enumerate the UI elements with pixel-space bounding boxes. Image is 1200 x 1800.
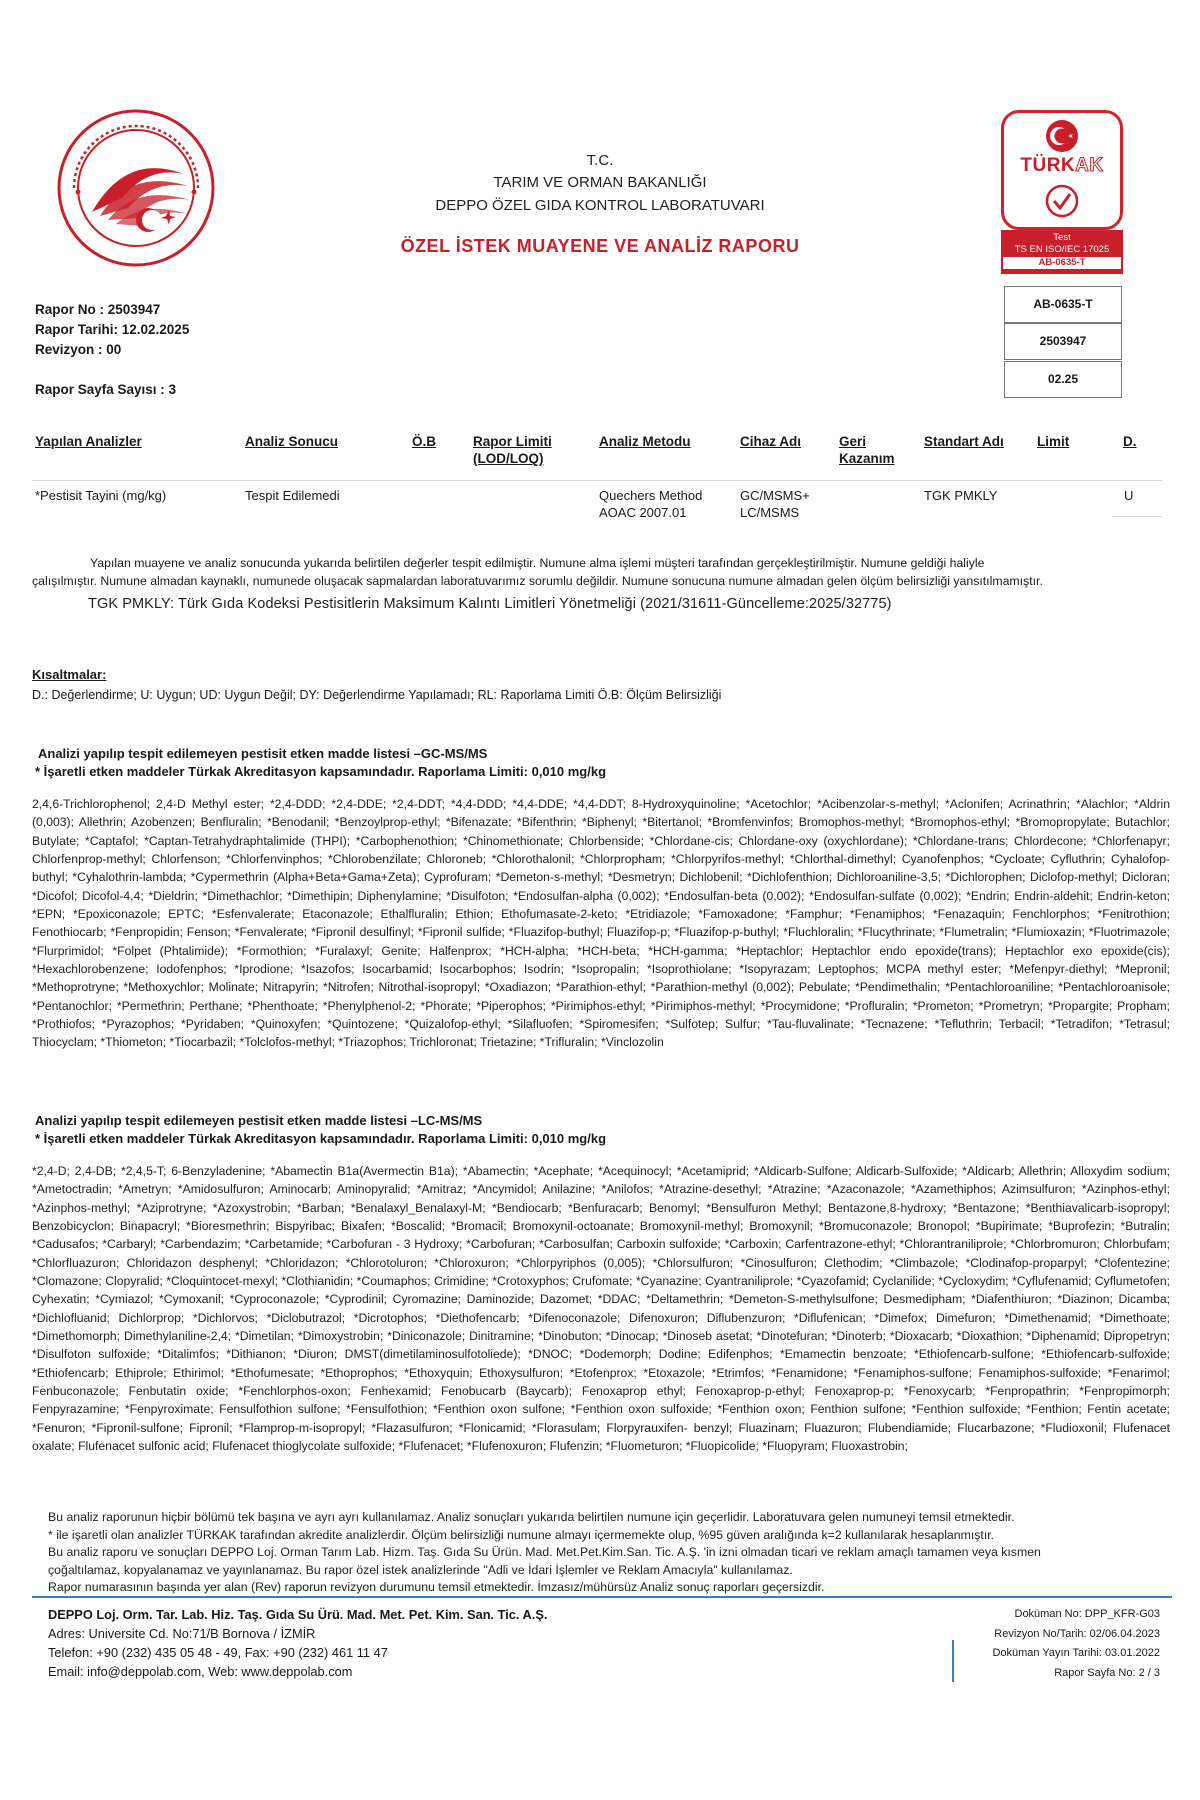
th-d: D. <box>1123 434 1137 449</box>
abbreviations-text: D.: Değerlendirme; U: Uygun; UD: Uygun Değil; DY: Değerlendirme Yapılamadı; RL: Raporlama Limiti Ö.B: Ölçüm Belirsizliği <box>32 688 722 702</box>
footer-email: Email: info@deppolab.com, Web: www.deppolab.com <box>48 1664 353 1679</box>
row-analiz: *Pestisit Tayini (mg/kg) <box>35 488 167 503</box>
report-page-count: Rapor Sayfa Sayısı : 3 <box>35 382 177 397</box>
turkak-standard-label: TS EN ISO/IEC 17025 <box>1014 244 1110 255</box>
th-metod: Analiz Metodu <box>599 434 691 449</box>
note-3b: çoğaltılamaz, kopyalanamaz ve yayınlanamaz. Bu rapor özel istek analizlerinde "Adli ve İdari İşlemler ve Reklam Amacıyla" kullanılamaz. <box>48 1562 793 1577</box>
th-ob: Ö.B <box>412 434 437 449</box>
header-lab: DEPPO ÖZEL GIDA KONTROL LABORATUVARI <box>435 197 765 214</box>
lc-section-subtitle: * İşaretli etken maddeler Türkak Akreditasyon kapsamındadır. Raporlama Limiti: 0,010 mg/kg <box>35 1131 607 1146</box>
lc-section-title: Analizi yapılıp tespit edilemeyen pestisit etken madde listesi –LC-MS/MS <box>35 1113 483 1128</box>
footer-publish-date: Doküman Yayın Tarihi: 03.01.2022 <box>992 1647 1160 1659</box>
footer-phone: Telefon: +90 (232) 435 05 48 - 49, Fax: +90 (232) 461 11 47 <box>48 1645 388 1660</box>
check-circle-icon <box>1044 183 1080 219</box>
row-d: U <box>1124 488 1134 503</box>
turkak-logo <box>1001 110 1123 230</box>
turkak-wordmark: TÜRKAK <box>1020 155 1104 176</box>
statement-line-1: Yapılan muayene ve analiz sonucunda yukarıda belirtilen değerler tespit edilmiştir. Numune alma işlemi müşteri tarafından gerçekleştirilmiştir. Numune geldiği haliyle <box>90 556 985 570</box>
report-date: Rapor Tarihi: 12.02.2025 <box>35 322 190 337</box>
th-sonuc: Analiz Sonucu <box>245 434 339 449</box>
row-d-underline <box>1112 516 1162 517</box>
row-cihaz: GC/MSMS+ LC/MSMS <box>740 488 810 520</box>
statement-line-2: çalışılmıştır. Numune almadan kaynaklı, numunede oluşacak sapmalardan laboratuvarımız sorumlu değildir. Numune sonucuna numune almadan gelen ölçüm belirsizliği yansıtılmamıştır. <box>32 574 1043 588</box>
footer-doc-info <box>960 1605 1160 1683</box>
turkak-cell-report: 2503947 <box>1004 323 1122 360</box>
th-limit: Rapor Limiti (LOD/LOQ) <box>473 434 552 466</box>
footer-divider <box>32 1596 1172 1598</box>
row-metod: Quechers Method AOAC 2007.01 <box>599 488 703 520</box>
abbreviations-title: Kısaltmalar: <box>32 667 107 682</box>
th-limit-col: Limit <box>1037 434 1070 449</box>
th-standart: Standart Adı <box>924 434 1004 449</box>
turkak-code-label: AB-0635-T <box>1003 257 1121 269</box>
note-1: Bu analiz raporunun hiçbir bölümü tek başına ve ayrı ayrı kullanılamaz. Analiz sonuçları yukarıda belirtilen numune için geçerlidir. Laboratuvara gelen numuneyi temsil etmektedir. <box>48 1510 1015 1524</box>
row-standart: TGK PMKLY <box>924 488 998 503</box>
footer-doc-no: Doküman No: DPP_KFR-G03 <box>1014 1608 1160 1620</box>
header-ministry: TARIM VE ORMAN BAKANLIĞI <box>493 174 707 191</box>
th-kazanim: Geri Kazanım <box>839 434 895 466</box>
turkak-cell-code: AB-0635-T <box>1004 286 1122 323</box>
row-sonuc: Tespit Edilemedi <box>245 488 340 503</box>
report-number: Rapor No : 2503947 <box>35 302 161 317</box>
footer-company: DEPPO Loj. Orm. Tar. Lab. Hiz. Taş. Gıda Su Ürü. Mad. Met. Pet. Kim. San. Tic. A.Ş. <box>48 1607 548 1622</box>
gc-section-title: Analizi yapılıp tespit edilemeyen pestisit etken madde listesi –GC-MS/MS <box>38 746 488 761</box>
gc-pesticide-list: 2,4,6-Trichlorophenol; 2,4-D Methyl ester; *2,4-DDD; *2,4-DDE; *2,4-DDT; *4,4-DDD; *4,4-DDE; *4,4-DDT; 8-Hydroxyquinoline; *Acetochlor; *Acibenzolar-s-methyl; *Aclonifen; Acrinathrin; *Alachlor; *Aldrin (0,003); Allethrin; Azobenzen; Benfluralin; *Benodanil; *Benzoylprop-ethyl; *Bifenazate; *Bifenthrin; *Biphenyl; *Bitertanol; *Bromfenvinfos; Bromophos-methyl; *Bromophos-ethyl; *Bromopropylate; Butachlor; Butylate; *Captafol; *Captan-Tetrahydraphtalimide (THPI); *Carbophenothion; *Chinomethionate; Chlorbenside; *Chlordane-cis; Chlordane-oxy (oxychlordane); *Chlordane-trans; Chlordecone; *Chlorfenapyr; Chlorfenprop-methyl; Chlorfenson; *Chlorfenvinphos; *Chlorobenzilate; Chloroneb; *Chlorothalonil; *Chlorpropham; *Chlorpyrifos-methyl; *Chlorthal-dimethyl; Cyanofenphos; *Cycloate; Cyfluthrin; Cyhalofop-buthyl; *Cyhalothrin-lambda; *Cypermethrin (Alpha+Beta+Gama+Zeta); Cyprofuram; *Demeton-s-methyl; *Desmetryn; Dichlobenil; *Dichlofenthion; Dichloroaniline-3,5; *Dichlorophen; Diclofop-methyl; Dicloran; *Dicofol; Dicofol-4,4; *Dieldrin; *Dimethachlor; *Dimethipin; Diphenylamine; *Disulfoton; *Endosulfan-alpha (0,002); *Endosulfan-beta (0,002); *Endosulfan-sulfate (0,002); *Endrin; Endrin-aldehit; Endrin-keton; *EPN; *Epoxiconazole; EPTC; *Esfenvalerate; Etaconazole; Ethalfluralin; Ethion; Ethofumasate-2-keto; *Etridiazole; *Famoxadone; *Famphur; *Fenamiphos; *Fenazaquin; Fenchlorphos; *Fenitrothion; Fenothiocarb; *Fenpropidin; Fenson; *Fenvalerate; *Fipronil desulfinyl; *Fipronil sulfide; *Fluazifop-buthyl; Fluazifop-p; *Fluazifop-p-buthyl; *Fluchloralin; *Flucythrinate; *Flumetralin; *Flumioxazin; *Fluotrimazole; *Flurprimidol; *Folpet (Phtalimide); *Formothion; *Furalaxyl; Genite; Halfenprox; *HCH-alpha; *HCH-beta; *HCH-gamma; *Heptachlor; Heptachlor endo epoxide(trans); Heptachlor exo epoxide(cis); *Hexachlorobenzene; Iodofenphos; *Iprodione; *Isazofos; Isocarbamid; Isocarbophos; Isodrin; *Isopropalin; *Isoprothiolane; *Isopyrazam; Leptophos; MCPA methyl ester; *Mefenpyr-diethyl; *Mepronil; *Methoprotryne; *Methoxychlor; Molinate; Nitrapyrin; *Nitrofen; Nitrothal-isopropyl; *Oxadiazon; *Parathion-ethyl; *Parathion-methyl (0,002); Pebulate; *Pendimethalin; *Pentachloroaniline; *Pentachloroanisole; *Pentanochlor; *Permethrin; Perthane; *Phenthoate; *Phenylphenol-2; *Phorate; *Piperophos; *Pirimiphos-ethyl; *Pirimiphos-methyl; *Procymidone; *Profluralin; *Prometon; *Prometryn; *Propargite; Propham; *Prothiofos; *Pyrazophos; *Pyridaben; *Quinoxyfen; *Quintozene; *Quizalofop-ethyl; *Silafluofen; *Spiromesifen; *Sulfotep; Sulfur; *Tau-fluvalinate; *Tecnazene; *Tefluthrin; Terbacil; *Tetradifon; *Tetrasul; Thiocyclam; *Thiometon; *Tiocarbazil; *Tolclofos-methyl; *Triazophos; Trichloronat; Trietazine; *Trifluralin; *Vinclozolin <box>32 797 1170 1050</box>
gc-section-subtitle: * İşaretli etken maddeler Türkak Akreditasyon kapsamındadır. Raporlama Limiti: 0,010 mg/kg <box>35 764 607 779</box>
footer-page-number: Rapor Sayfa No: 2 / 3 <box>1054 1666 1160 1679</box>
note-4: Rapor numarasının başında yer alan (Rev) raporun revizyon durumunu temsil etmektedir. İmzasız/mühürsüz Analiz sonuç raporları geçersizdir. <box>48 1580 825 1595</box>
footer-revision: Revizyon No/Tarih: 02/06.04.2023 <box>994 1627 1160 1640</box>
footer-company-info <box>48 1605 547 1681</box>
crescent-star-icon <box>1044 119 1080 153</box>
note-3a: Bu analiz raporu ve sonuçları DEPPO Loj. Orman Tarım Lab. Hizm. Taş. Gıda Su Ürün. Mad. Met.Pet.Kim.San. Tic. A.Ş. 'in izni olmadan ticari ve reklam amaçlı tamamen veya kısmen <box>48 1545 1041 1560</box>
table-divider <box>32 480 1162 481</box>
note-2: * ile işaretli olan analizler TÜRKAK tarafından akredite analizlerdir. Ölçüm belirsizliği numune almayı içermemekte olup, %95 güven aralığında k=2 kullanılarak hesaplanmıştır. <box>48 1527 995 1542</box>
notes <box>48 1509 1168 1597</box>
tgk-definition: TGK PMKLY: Türk Gıda Kodeksi Pestisitlerin Maksimum Kalıntı Limitleri Yönetmeliği (2021/31611-Güncelleme:2025/32775) <box>88 596 892 612</box>
th-analizler: Yapılan Analizler <box>35 434 142 449</box>
footer-address: Adres: Universite Cd. No:71/B Bornova / İZMİR <box>48 1626 316 1641</box>
footer-vertical-bar <box>952 1640 954 1682</box>
report-title: ÖZEL İSTEK MUAYENE VE ANALİZ RAPORU <box>400 236 800 256</box>
turkak-cell-date: 02.25 <box>1004 361 1122 398</box>
turkak-accreditation-label <box>1001 230 1123 274</box>
header-tc: T.C. <box>586 152 614 169</box>
turkak-test-label: Test <box>1053 232 1071 243</box>
th-cihaz: Cihaz Adı <box>740 434 802 449</box>
lc-pesticide-list: *2,4-D; 2,4-DB; *2,4,5-T; 6-Benzyladenine; *Abamectin B1a(Avermectin B1a); *Abamectin; *Acephate; *Acequinocyl; *Acetamiprid; *Aldicarb-Sulfone; Aldicarb-Sulfoxide; *Aldicarb; Allethrin; Alloxydim sodium; *Ametoctradin; *Ametryn; *Amidosulfuron; Aminocarb; Aminopyralid; *Amitraz; *Ancymidol; Anilazine; *Anilofos; *Atrazine-desethyl; *Atrazine; *Azaconazole; *Azamethiphos; Azimsulfuron; *Azinphos-ethyl; *Azinphos-methyl; *Aziprotryne; *Azoxystrobin; *Barban; *Benalaxyl_Benalaxyl-M; *Bendiocarb; *Benfuracarb; Benomyl; *Bensulfuron Methyl; Bentazone,8-hydroxy; *Bentazone; *Benthiavalicarb-isopropyl; Benzobicyclon; Binapacryl; *Bioresmethrin; Bispyribac; Bixafen; *Boscalid; *Bromacil; Bromoxynil-octoanate; Bromoxynil-methyl; Bromoxynil; *Bromuconazole; Bronopol; *Bupirimate; *Buprofezin; *Butralin; *Cadusafos; *Carbaryl; *Carbendazim; *Carbetamide; *Carbofuran - 3 Hydroxy; *Carbofuran; *Carbosulfan; Carboxin sulfoxide; *Carboxin; Carfentrazone-ethyl; *Chlorantraniliprole; *Chlorbromuron; Chlorbufam; *Chlorfluazuron; Chloridazon desphenyl; *Chloridazon; *Chlorotoluron; *Chloroxuron; *Chlorpyriphos (0,005); *Chlorsulfuron; *Cinosulfuron; Clethodim; *Climbazole; *Clodinafop-proparpyl; *Clofentezine; *Clomazone; Clopyralid; *Cloquintocet-mexyl; *Clothianidin; *Coumaphos; Crimidine; *Crotoxyphos; Crufomate; *Cyanazine; Cyantraniliprole; *Cyazofamid; Cyclanilide; *Cycloxydim; *Cyflufenamid; Cyflumetofen; Cyhexatin; *Cymiazol; *Cymoxanil; *Cyproconazole; *Cyprodinil; Cyromazine; Daminozide; Dazomet; *DDAC; *Deltamethrin; *Demeton-S-methylsulfone; Desmedipham; *Diafenthiuron; *Diazinon; Dicamba; *Dichlofluanid; Dichlorprop; *Dichlorvos; *Diclobutrazol; *Dicrotophos; *Diethofencarb; *Difenoconazole; Difenoxuron; Diflubenzuron; *Diflufenican; *Dimefox; Dimefuron; *Dimethenamid; *Dimethoate; *Dimethomorph; Dimethylaniline-2,4; *Dimetilan; *Dimoxystrobin; *Diniconazole; Dinitramine; *Dinobuton; *Dinocap; *Dinoseb asetat; *Dinotefuran; *Dinoterb; *Dioxacarb; *Dioxathion; *Diphenamid; Dipropetryn; *Disulfoton sulfoxide; *Ditalimfos; *Dithianon; *Diuron; DMST(dimetilaminosulfotoliede); *DNOC; *Dodemorph; Dodine; Edifenphos; *Emamectin benzoate; *Ethiofencarb-sulfone; *Ethiofencarb-sulfoxide; *Ethiofencarb; Ethiprole; Ethirimol; *Ethofumesate; *Ethoprophos; *Ethoxyquin; Ethoxysulfuron; *Etofenprox; *Etoxazole; *Etrimfos; *Fenamidone; *Fenamiphos-sulfone; Fenamiphos-sulfoxide; *Fenarimol; Fenbuconazole; Fenbutatin oxide; *Fenchlorphos-oxon; Fenhexamid; Fenobucarb (Baycarb); Fenoxaprop ethyl; Fenoxaprop-p-ethyl; Fenoxaprop-p; *Fenoxycarb; *Fenpropathrin; *Fenpropimorph; Fenpyrazamine; *Fenpyroximate; Fensulfothion sulfone; *Fensulfothion; *Fenthion oxon sulfone; *Fenthion oxon sulfoxide; *Fenthion oxon; Fenthion sulfone; *Fenthion sulfoxide; *Fenthion; Fentin acetate; *Fenuron; *Fipronil-sulfone; Fipronil; *Flamprop-m-isopropyl; *Flazasulfuron; *Flonicamid; *Florasulam; Florpyrauxifen- benzyl; Fluazinam; Fluazuron; Flubendiamide; Flucarbazone; *Fludioxonil; Flufenacet oxalate; Flufenacet sulfonic acid; Flufenacet thioglycolate sulfoxide; *Flufenacet; *Flufenoxuron; Flufenzin; *Fluometuron; *Fluopicolide; *Fluopyram; Fluoxastrobin; <box>32 1164 1170 1454</box>
report-revision: Revizyon : 00 <box>35 342 122 357</box>
